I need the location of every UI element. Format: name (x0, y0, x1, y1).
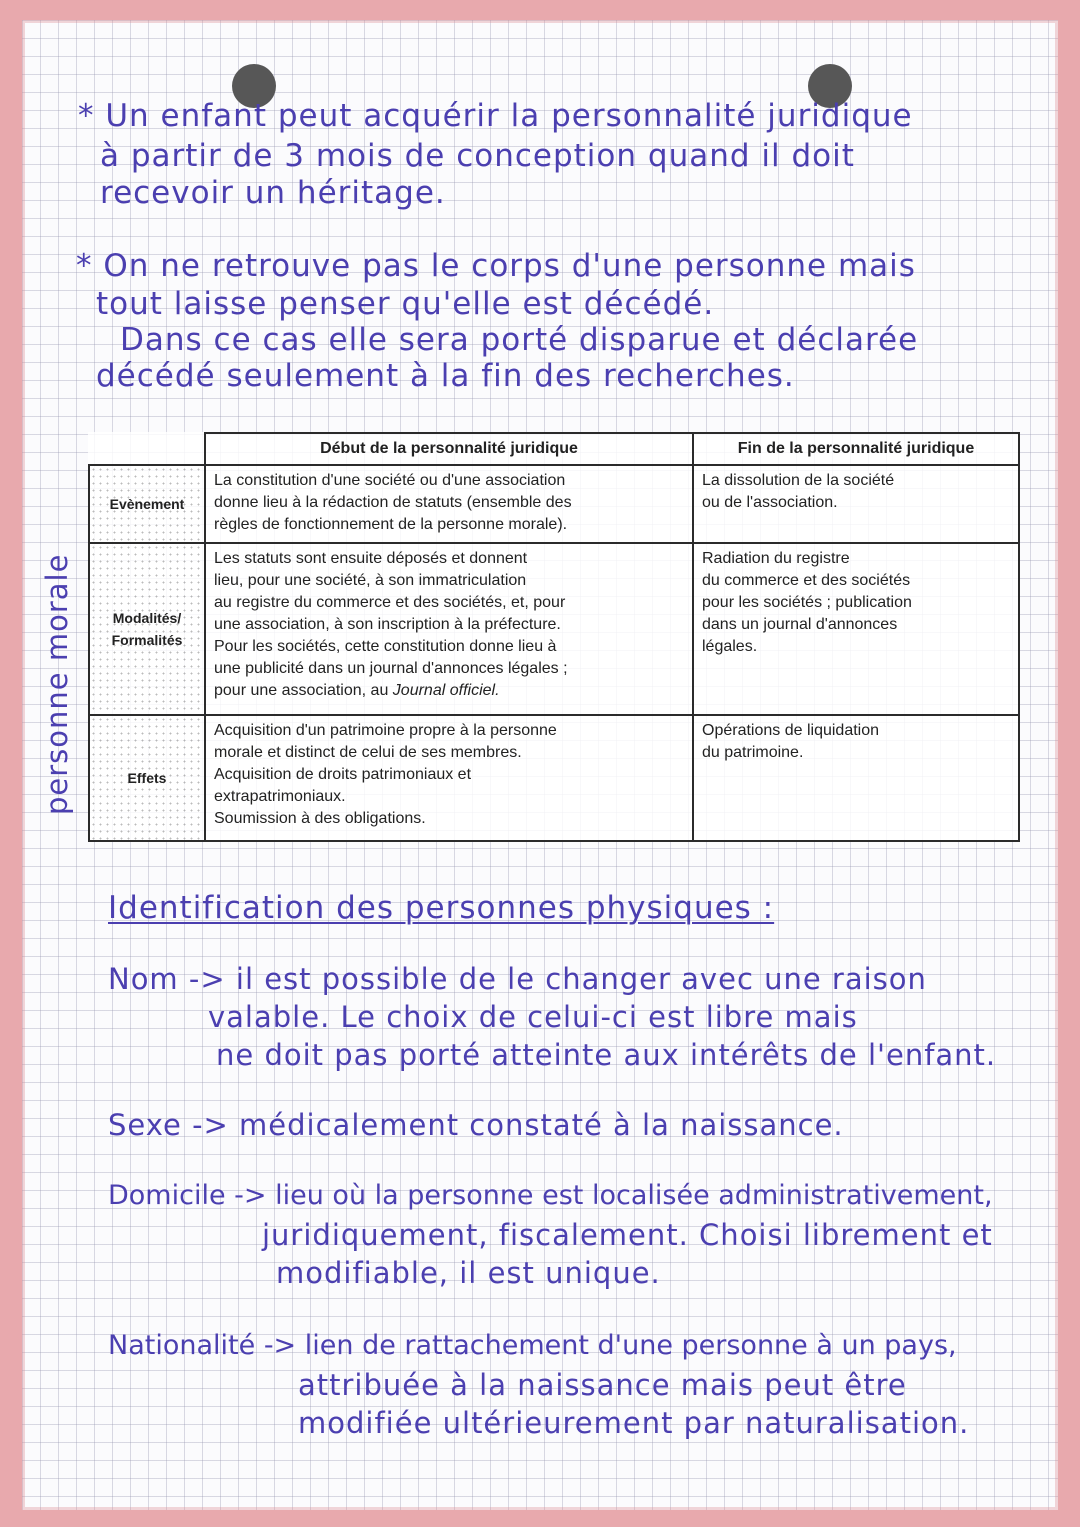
journal-officiel-italic: Journal officiel. (392, 682, 500, 699)
cell-fin-modalites (693, 543, 1019, 715)
text-fragment: pour une association, au (214, 682, 393, 699)
text-line: Pour les sociétés, cette constitution donne lieu à (214, 638, 557, 655)
para2-line1: * On ne retrouve pas le corps d'une personne mais (76, 248, 916, 284)
table-header-row (89, 433, 1019, 465)
nom-line3: ne doit pas porté atteinte aux intérêts de l'enfant. (216, 1038, 997, 1072)
text-line: pour les sociétés ; publication (702, 594, 912, 611)
text-line: La constitution d'une société ou d'une association (214, 472, 566, 489)
text-line: donne lieu à la rédaction de statuts (ensemble des (214, 494, 572, 511)
cell-fin-effets (693, 715, 1019, 841)
domicile-line2: juridiquement, fiscalement. Choisi librement et (262, 1218, 993, 1252)
domicile-def: -> lieu où la personne est localisée administrativement, (234, 1180, 993, 1211)
domicile-line1 (108, 1180, 993, 1211)
text-line: au registre du commerce et des sociétés, et, pour (214, 594, 566, 611)
text-line: ou de l'association. (702, 494, 838, 511)
table-row (89, 465, 1019, 543)
text-line: du commerce et des sociétés (702, 572, 911, 589)
cell-debut-evenement (205, 465, 693, 543)
row-label-evenement: Evènement (89, 465, 205, 543)
section-title: Identification des personnes physiques : (108, 890, 775, 926)
text-line: Soumission à des obligations. (214, 810, 426, 827)
text-line: La dissolution de la société (702, 472, 895, 489)
text-line: légales. (702, 638, 758, 655)
para1-line1: * Un enfant peut acquérir la personnalité juridique (78, 98, 913, 134)
text-line: dans un journal d'annonces (702, 616, 898, 633)
para1-line2: à partir de 3 mois de conception quand il doit (100, 138, 855, 174)
table-row (89, 543, 1019, 715)
text-line: règles de fonctionnement de la personne morale). (214, 516, 568, 533)
text-line: extrapatrimoniaux. (214, 788, 346, 805)
nom-line1 (108, 962, 927, 996)
para2-line4: décédé seulement à la fin des recherches. (96, 358, 795, 394)
text-line: morale et distinct de celui de ses membres. (214, 744, 522, 761)
text-line: lieu, pour une société, à son immatriculation (214, 572, 527, 589)
row-label-effets: Effets (89, 715, 205, 841)
text-line: du patrimoine. (702, 744, 804, 761)
cell-debut-modalites (205, 543, 693, 715)
table-row (89, 715, 1019, 841)
sexe-line1 (108, 1108, 844, 1142)
term-sexe: Sexe (108, 1108, 182, 1142)
term-nationalite: Nationalité (108, 1330, 256, 1361)
nationalite-line1 (108, 1330, 957, 1361)
personnalite-juridique-table (88, 432, 1020, 842)
text-line (214, 680, 684, 702)
text-line: Radiation du registre (702, 550, 850, 567)
text-line: Acquisition d'un patrimoine propre à la personne (214, 722, 557, 739)
text-line: Les statuts sont ensuite déposés et donnent (214, 550, 528, 567)
nationalite-def: -> lien de rattachement d'une personne à un pays, (263, 1330, 957, 1361)
text-line: une association, à son inscription à la préfecture. (214, 616, 561, 633)
text-line: Opérations de liquidation (702, 722, 880, 739)
para2-line3: Dans ce cas elle sera porté disparue et déclarée (120, 322, 919, 358)
term-nom: Nom (108, 962, 179, 996)
table-corner (89, 433, 205, 465)
side-label-personne-morale: personne morale (40, 553, 74, 815)
para1-line3: recevoir un héritage. (100, 175, 446, 211)
para2-line2: tout laisse penser qu'elle est décédé. (96, 286, 715, 322)
cell-fin-evenement (693, 465, 1019, 543)
sexe-def: -> médicalement constaté à la naissance. (192, 1108, 844, 1142)
nationalite-line2: attribuée à la naissance mais peut être (298, 1368, 907, 1402)
nationalite-line3: modifiée ultérieurement par naturalisation. (298, 1406, 970, 1440)
term-domicile: Domicile (108, 1180, 226, 1211)
header-debut: Début de la personnalité juridique (205, 433, 693, 465)
text-line: une publicité dans un journal d'annonces légales ; (214, 660, 568, 677)
text-line: Acquisition de droits patrimoniaux et (214, 766, 472, 783)
nom-def: -> il est possible de le changer avec une raison (188, 962, 927, 996)
domicile-line3: modifiable, il est unique. (276, 1256, 661, 1290)
cell-debut-effets (205, 715, 693, 841)
header-fin: Fin de la personnalité juridique (693, 433, 1019, 465)
nom-line2: valable. Le choix de celui-ci est libre mais (208, 1000, 858, 1034)
row-label-modalites: Modalités/ Formalités (89, 543, 205, 715)
